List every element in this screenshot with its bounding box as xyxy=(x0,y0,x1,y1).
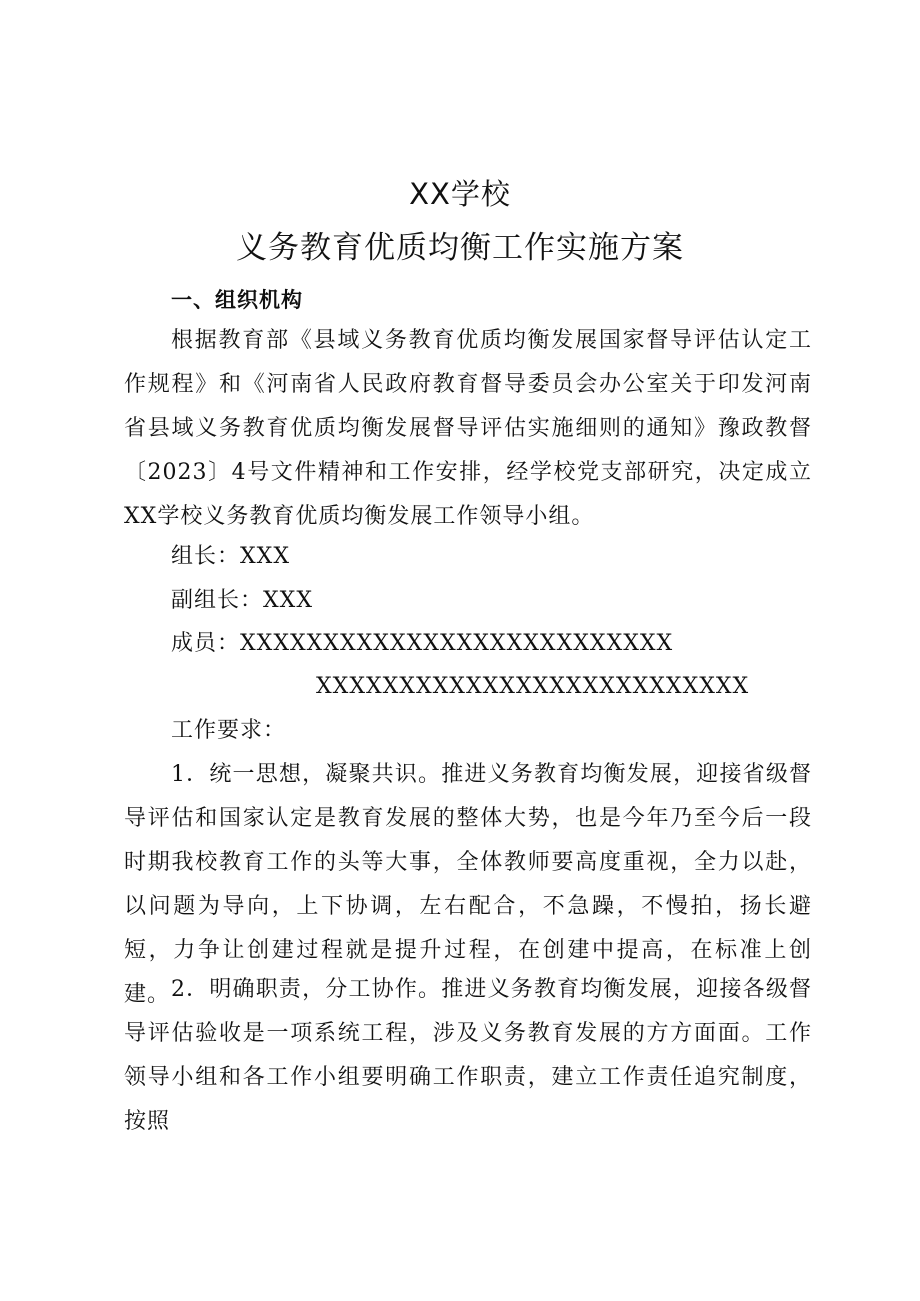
leader-line: 组长：XXX xyxy=(171,544,290,569)
members-line: 成员：XXXXXXXXXXXXXXXXXXXXXXXXXX xyxy=(171,631,674,656)
requirements-label: 工作要求： xyxy=(171,718,287,743)
requirement-item-2: 2．明确职责，分工协作。推进义务教育均衡发展，迎接各级督导评估验收是一项系统工程，涉及义务教育发展的方方面面。工作领导小组和各工作小组要明确工作职责，建立工作责任追究制度，按照 xyxy=(124,977,812,1134)
document-title-main: 义务教育优质均衡工作实施方案 xyxy=(236,230,684,266)
section-heading-organization: 一、组织机构 xyxy=(171,288,303,312)
document-title-school: XX学校 xyxy=(409,177,511,211)
requirement-item-1: 1．统一思想，凝聚共识。推进义务教育均衡发展，迎接省级督导评估和国家认定是教育发展的整体大势，也是今年乃至今后一段时期我校教育工作的头等大事，全体教师要高度重视，全力以赴，以问题为导向，上下协调，左右配合，不急躁，不慢拍，扬长避短，力争让创建过程就是提升过程，在创建中提高，在标准上创建。 xyxy=(124,762,812,1007)
members-line-continued: XXXXXXXXXXXXXXXXXXXXXXXXXX xyxy=(316,674,750,699)
paragraph-basis: 根据教育部《县域义务教育优质均衡发展国家督导评估认定工作规程》和《河南省人民政府教育督导委员会办公室关于印发河南省县域义务教育优质均衡发展督导评估实施细则的通知》豫政教督〔2023〕4号文件精神和工作安排，经学校党支部研究，决定成立XX学校义务教育优质均衡发展工作领导小组。 xyxy=(124,328,812,529)
deputy-leader-line: 副组长：XXX xyxy=(171,588,313,613)
